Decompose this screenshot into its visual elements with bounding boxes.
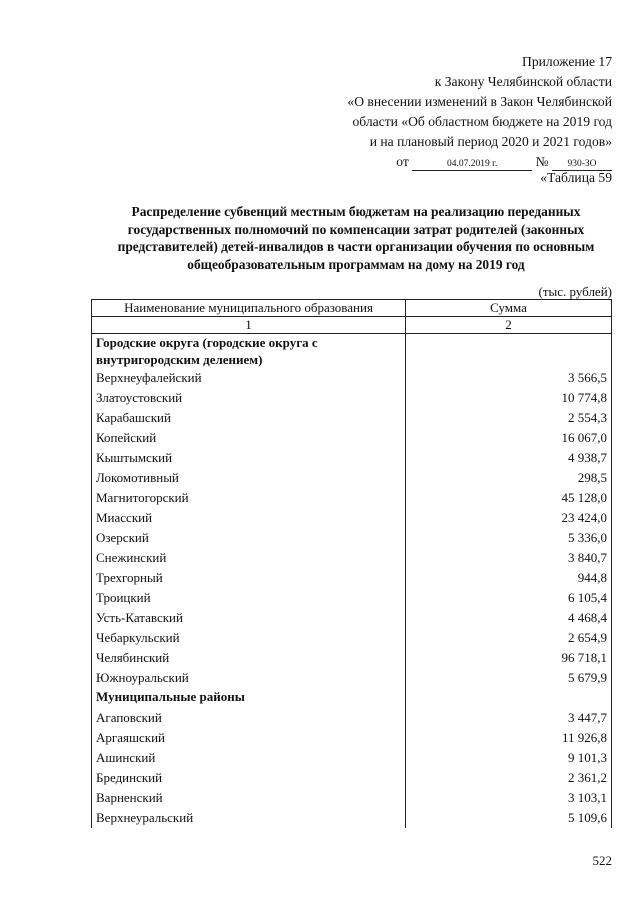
municipality-name: Трехгорный bbox=[92, 568, 406, 588]
subsidy-amount: 944,8 bbox=[406, 568, 612, 588]
section-row-city-districts bbox=[92, 334, 612, 369]
section-row-municipal-districts bbox=[92, 688, 612, 708]
subsidy-amount: 2 361,2 bbox=[406, 768, 612, 788]
subsidy-amount: 3 566,5 bbox=[406, 368, 612, 388]
municipality-name: Ашинский bbox=[92, 748, 406, 768]
subsidy-amount: 10 774,8 bbox=[406, 388, 612, 408]
subsidy-amount: 9 101,3 bbox=[406, 748, 612, 768]
municipality-name: Магнитогорский bbox=[92, 488, 406, 508]
appendix-header bbox=[347, 52, 612, 172]
header-row bbox=[92, 300, 612, 317]
table-row bbox=[92, 608, 612, 628]
municipality-name: Троицкий bbox=[92, 588, 406, 608]
subsidy-amount: 5 336,0 bbox=[406, 528, 612, 548]
table-row bbox=[92, 428, 612, 448]
table-row bbox=[92, 708, 612, 728]
table-label: «Таблица 59 bbox=[540, 170, 612, 185]
municipality-name: Копейский bbox=[92, 428, 406, 448]
section-title: Муниципальные районы bbox=[92, 688, 406, 708]
municipality-name: Агаповский bbox=[92, 708, 406, 728]
subsidy-amount: 2 554,3 bbox=[406, 408, 612, 428]
table-row bbox=[92, 408, 612, 428]
page-number: 522 bbox=[592, 853, 612, 868]
municipality-name: Южноуральский bbox=[92, 668, 406, 688]
header-line: и на плановый период 2020 и 2021 годов» bbox=[369, 134, 612, 149]
empty-cell bbox=[406, 334, 612, 369]
municipality-name: Верхнеуральский bbox=[92, 808, 406, 828]
units-label: (тыс. рублей) bbox=[538, 284, 612, 299]
subsidy-table bbox=[91, 299, 612, 828]
table-row bbox=[92, 448, 612, 468]
table-row bbox=[92, 748, 612, 768]
law-date-number-line bbox=[347, 152, 612, 172]
municipality-name: Усть-Катавский bbox=[92, 608, 406, 628]
table-row bbox=[92, 368, 612, 388]
subsidy-amount: 23 424,0 bbox=[406, 508, 612, 528]
municipality-name: Златоустовский bbox=[92, 388, 406, 408]
table-row bbox=[92, 808, 612, 828]
section-title: Городские округа (городские округа с внутригородским делением) bbox=[92, 334, 406, 369]
municipality-name: Снежинский bbox=[92, 548, 406, 568]
subsidy-amount: 3 840,7 bbox=[406, 548, 612, 568]
municipality-name: Карабашский bbox=[92, 408, 406, 428]
table-row bbox=[92, 728, 612, 748]
table-row bbox=[92, 488, 612, 508]
table-row bbox=[92, 388, 612, 408]
header-line: «О внесении изменений в Закон Челябинской bbox=[347, 94, 612, 109]
ot-label: от bbox=[396, 154, 409, 169]
empty-cell bbox=[406, 688, 612, 708]
number-label: № bbox=[535, 154, 549, 169]
table-row bbox=[92, 628, 612, 648]
subsidy-amount: 2 654,9 bbox=[406, 628, 612, 648]
municipality-name: Кыштымский bbox=[92, 448, 406, 468]
municipality-name: Чебаркульский bbox=[92, 628, 406, 648]
subsidy-amount: 16 067,0 bbox=[406, 428, 612, 448]
column-number-1: 1 bbox=[92, 317, 406, 334]
table-row bbox=[92, 648, 612, 668]
municipality-name: Локомотивный bbox=[92, 468, 406, 488]
subsidy-amount: 6 105,4 bbox=[406, 588, 612, 608]
municipality-name: Челябинский bbox=[92, 648, 406, 668]
subsidy-amount: 5 109,6 bbox=[406, 808, 612, 828]
column-number-2: 2 bbox=[406, 317, 612, 334]
law-number: 930-ЗО bbox=[552, 158, 612, 171]
table-row bbox=[92, 468, 612, 488]
subsidy-amount: 3 447,7 bbox=[406, 708, 612, 728]
table-row bbox=[92, 528, 612, 548]
municipality-name: Брединский bbox=[92, 768, 406, 788]
column-number-row bbox=[92, 317, 612, 334]
subsidy-amount: 3 103,1 bbox=[406, 788, 612, 808]
table-row bbox=[92, 568, 612, 588]
header-line: области «Об областном бюджете на 2019 год bbox=[352, 114, 612, 129]
subsidy-amount: 5 679,9 bbox=[406, 668, 612, 688]
subsidy-amount: 4 468,4 bbox=[406, 608, 612, 628]
table-row bbox=[92, 668, 612, 688]
table-row bbox=[92, 588, 612, 608]
table-row bbox=[92, 788, 612, 808]
header-line: к Закону Челябинской области bbox=[434, 74, 612, 89]
subsidy-amount: 96 718,1 bbox=[406, 648, 612, 668]
header-line: Приложение 17 bbox=[522, 54, 612, 69]
municipality-name: Миасский bbox=[92, 508, 406, 528]
municipality-name: Верхнеуфалейский bbox=[92, 368, 406, 388]
column-header-sum: Сумма bbox=[406, 300, 612, 317]
subsidy-amount: 298,5 bbox=[406, 468, 612, 488]
law-date: 04.07.2019 г. bbox=[412, 158, 532, 171]
table-row bbox=[92, 508, 612, 528]
table-row bbox=[92, 548, 612, 568]
municipality-name: Озерский bbox=[92, 528, 406, 548]
subsidy-amount: 11 926,8 bbox=[406, 728, 612, 748]
document-title: Распределение субвенций местным бюджетам на реализацию переданных государственных полномочий по компенсации затрат родителей (законных представителей) детей-инвалидов в части организации обучения по основным общеобразовательным программам на дому на 2019 год bbox=[117, 204, 595, 272]
column-header-name: Наименование муниципального образования bbox=[92, 300, 406, 317]
subsidy-amount: 4 938,7 bbox=[406, 448, 612, 468]
subsidy-amount: 45 128,0 bbox=[406, 488, 612, 508]
municipality-name: Варненский bbox=[92, 788, 406, 808]
table-row bbox=[92, 768, 612, 788]
municipality-name: Аргаяшский bbox=[92, 728, 406, 748]
